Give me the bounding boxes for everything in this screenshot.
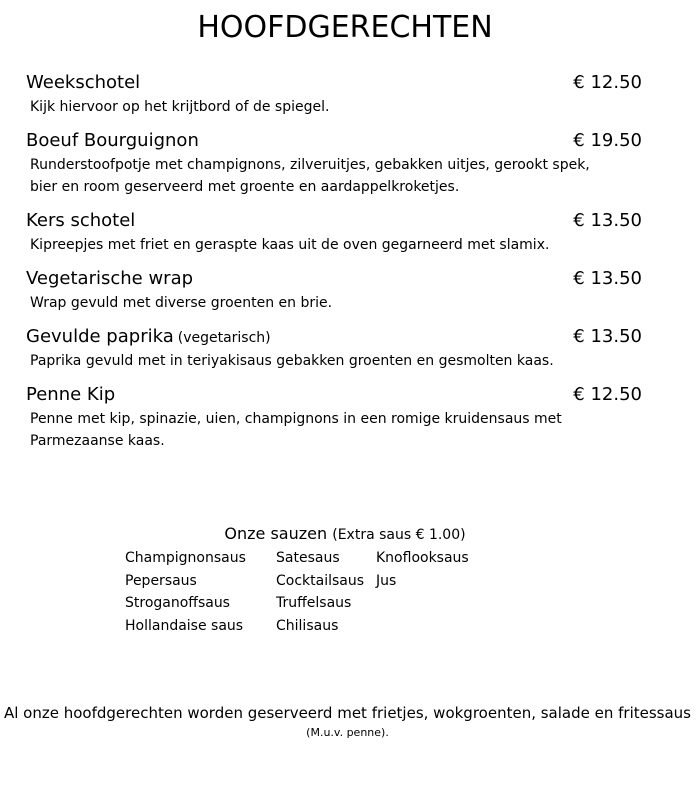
dish-note: (vegetarisch) (177, 330, 271, 346)
footer (0, 704, 695, 739)
dish-list (26, 72, 666, 464)
sauce-item: Knoflooksaus (376, 550, 469, 566)
dish-description: Paprika gevuld met in teriyakisaus gebakken groenten en gesmolten kaas. (30, 353, 554, 369)
sauce-column (376, 547, 469, 592)
dish-item (26, 326, 666, 372)
dish-item (26, 130, 666, 198)
dish-description: Wrap gevuld met diverse groenten en brie. (30, 295, 333, 311)
footer-subnote: (M.u.v. penne). (306, 726, 389, 739)
dish-price: € 12.50 (573, 384, 642, 405)
dish-description: Penne met kip, spinazie, uien, champignons in een romige kruidensaus met Parmezaanse kaas. (30, 411, 562, 449)
dish-description: Kijk hiervoor op het krijtbord of de spiegel. (30, 99, 330, 115)
sauces-section (0, 524, 700, 634)
dish-description: Runderstoofpotje met champignons, zilveruitjes, gebakken uitjes, gerookt spek, bier en room geserveerd met groente en aardappelkroketjes. (30, 157, 590, 195)
sauces-heading (0, 524, 690, 543)
footer-note: Al onze hoofdgerechten worden geserveerd met frietjes, wokgroenten, salade en fritessaus (3, 704, 691, 722)
dish-name: Penne Kip (26, 384, 116, 405)
dish-name: Kers schotel (26, 210, 136, 231)
sauces-extra-price: (Extra saus € 1.00) (332, 527, 466, 543)
dish-item (26, 210, 666, 256)
dish-price: € 12.50 (573, 72, 642, 93)
sauce-item: Stroganoffsaus (125, 595, 230, 611)
dish-item (26, 72, 666, 118)
dish-price: € 13.50 (573, 326, 642, 347)
sauce-item: Hollandaise saus (125, 617, 244, 634)
dish-name: Weekschotel (26, 72, 141, 93)
sauce-item: Pepersaus (125, 572, 197, 589)
sauce-column (125, 547, 246, 637)
dish-name: Gevulde paprika (26, 326, 174, 347)
page-title: HOOFDGERECHTEN (197, 10, 493, 45)
sauce-item: Truffelsaus (276, 595, 352, 611)
dish-price: € 19.50 (573, 130, 642, 151)
dish-item (26, 384, 666, 452)
sauce-item: Cocktailsaus (276, 572, 365, 589)
dish-name: Boeuf Bourguignon (26, 130, 199, 151)
sauce-item: Jus (376, 572, 397, 589)
dish-description: Kipreepjes met friet en geraspte kaas uit de oven gegarneerd met slamix. (30, 237, 550, 253)
sauces-title: Onze sauzen (224, 524, 328, 543)
dish-item (26, 268, 666, 314)
dish-name: Vegetarische wrap (26, 268, 194, 289)
dish-price: € 13.50 (573, 210, 642, 231)
sauce-item: Satesaus (276, 550, 340, 566)
sauce-item: Champignonsaus (125, 550, 246, 566)
sauce-item: Chilisaus (276, 617, 339, 634)
sauce-column (276, 547, 364, 637)
dish-price: € 13.50 (573, 268, 642, 289)
